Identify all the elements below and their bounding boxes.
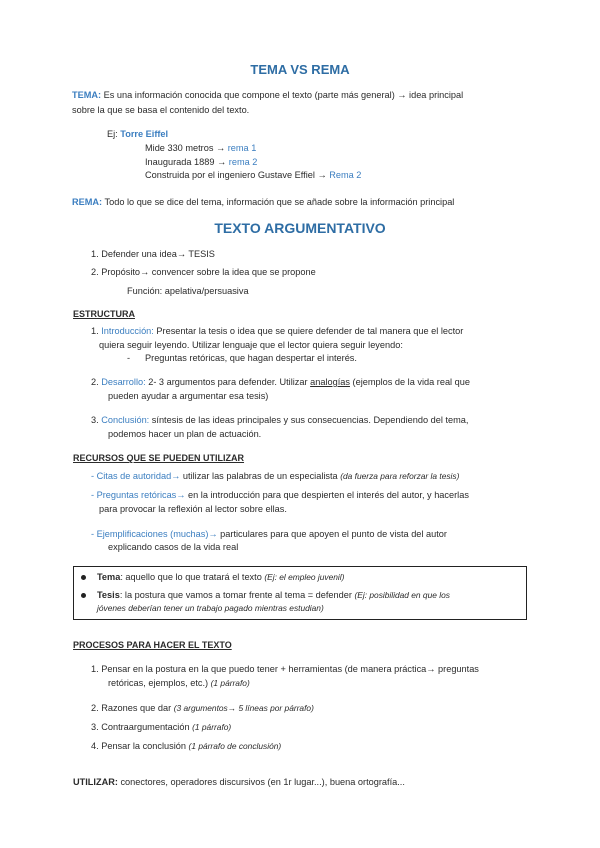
example-line-text: Mide 330 metros → [145, 143, 228, 153]
proceso-text: retóricas, ejemplos, etc.) [108, 678, 211, 688]
proceso-note: (1 párrafo) [192, 722, 232, 732]
rema-definition [72, 197, 454, 207]
desarrollo-text: (ejemplos de la vida real que [349, 377, 470, 387]
example-label: Ej: [107, 129, 121, 139]
example-heading [107, 129, 168, 139]
proceso-note: (3 argumentos→ 5 líneas por párrafo) [173, 703, 314, 713]
recurso-text-cont: para provocar la reflexión al lector sobre ellas. [99, 504, 287, 514]
bullet-icon [81, 575, 86, 580]
desarrollo-label: Desarrollo: [101, 377, 146, 387]
recurso-label: - Ejemplificaciones (muchas)→ [91, 529, 218, 539]
desarrollo-text-cont: pueden ayudar a argumentar esa tesis) [108, 391, 269, 401]
recurso-label: - Citas de autoridad→ [91, 471, 181, 481]
estructura-intro [91, 326, 463, 336]
example-rema: Rema 2 [329, 170, 362, 180]
proceso-note: (1 párrafo de conclusión) [188, 741, 282, 751]
rema-text: Todo lo que se dice del tema, información que se añade sobre la información principal [102, 197, 455, 207]
procesos-heading: PROCESOS PARA HACER EL TEXTO [73, 640, 232, 650]
desarrollo-text: 2- 3 argumentos para defender. Utilizar [145, 377, 311, 387]
intro-subitem: Preguntas retóricas, que hagan despertar el interés. [145, 353, 357, 363]
recurso-text-cont: explicando casos de la vida real [108, 542, 239, 552]
item-number: 1. [91, 326, 99, 336]
analogias-text: analogías [310, 377, 350, 387]
utilizar-label: UTILIZAR: [73, 777, 118, 787]
box-tema-label: Tema [97, 572, 121, 582]
recurso-text: utilizar las palabras de un especialista [180, 471, 341, 481]
example-line-text: Inaugurada 1889 → [145, 157, 229, 167]
box-tema [97, 572, 344, 582]
tema-text-cont: sobre la que se basa el contenido del texto. [72, 105, 250, 115]
intro-text-cont: quiera seguir leyendo. Utilizar lenguaje que el lector quiera seguir leyendo: [99, 340, 403, 350]
recurso-text: en la introducción para que despierten el interés del autor, y hacerlas [185, 490, 469, 500]
box-tesis-label: Tesis [97, 590, 120, 600]
recurso-text: particulares para que apoyen el punto de vista del autor [217, 529, 447, 539]
tema-text: Es una información conocida que compone el texto (parte más general) → idea principal [101, 90, 464, 100]
proceso-text: 2. Razones que dar [91, 703, 174, 713]
estructura-conclusion [91, 415, 468, 425]
example-rema: rema 1 [227, 143, 257, 153]
example-line [145, 157, 257, 167]
proceso-item [91, 722, 231, 732]
recurso-ejemplificaciones [91, 529, 447, 539]
bullet-icon [81, 593, 86, 598]
utilizar-line [73, 777, 405, 787]
recurso-citas [91, 471, 459, 481]
proceso-item [91, 703, 314, 713]
proceso-text: 3. Contraargumentación [91, 722, 193, 732]
utilizar-text: conectores, operadores discursivos (en 1r lugar...), buena ortografía... [117, 777, 405, 787]
rema-label: REMA: [72, 197, 103, 207]
recursos-heading: RECURSOS QUE SE PUEDEN UTILIZAR [73, 453, 245, 463]
example-line-text: Construida por el ingeniero Gustave Effiel → [145, 170, 330, 180]
estructura-heading: ESTRUCTURA [73, 309, 135, 319]
proceso-note: (1 párrafo) [210, 678, 250, 688]
recurso-label: - Preguntas retóricas→ [91, 490, 186, 500]
proceso-item [91, 741, 281, 751]
example-line [145, 143, 256, 153]
list-item: 1. Defender una idea→ TESIS [91, 249, 215, 259]
conclusion-label: Conclusión: [101, 415, 150, 425]
tema-label: TEMA: [72, 90, 102, 100]
list-item: 2. Propósito→ convencer sobre la idea que se propone [91, 267, 316, 277]
funcion-text: Función: apelativa/persuasiva [127, 286, 249, 296]
section-title: TEXTO ARGUMENTATIVO [214, 220, 386, 236]
example-line [145, 170, 361, 180]
intro-text: Presentar la tesis o idea que se quiere defender de tal manera que el lector [153, 326, 464, 336]
recurso-note: (da fuerza para reforzar la tesis) [340, 471, 460, 481]
item-number: 2. [91, 377, 99, 387]
box-tesis-note-cont: jóvenes deberían tener un trabajo pagado mientras estudian) [97, 603, 324, 613]
box-tema-text: : aquello que lo que tratará el texto [120, 572, 265, 582]
item-number: 3. [91, 415, 99, 425]
tema-definition [72, 90, 463, 100]
proceso-text: 4. Pensar la conclusión [91, 741, 189, 751]
intro-dash: - [127, 353, 131, 363]
recurso-preguntas [91, 490, 469, 500]
proceso-item: 1. Pensar en la postura en la que puedo tener + herramientas (de manera práctica→ preguntas [91, 664, 479, 674]
box-tesis-text: : la postura que vamos a tomar frente al tema = defender [119, 590, 355, 600]
box-tesis-note: (Ej: posibilidad en que los [354, 590, 450, 600]
box-tema-note: (Ej: el empleo juvenil) [264, 572, 345, 582]
estructura-desarrollo [91, 377, 470, 387]
intro-label: Introducción: [101, 326, 154, 336]
proceso-item-cont [108, 678, 250, 688]
example-rema: rema 2 [228, 157, 258, 167]
conclusion-text: síntesis de las ideas principales y sus consecuencias. Dependiendo del tema, [149, 415, 469, 425]
box-tesis [97, 590, 450, 600]
conclusion-text-cont: podemos hacer un plan de actuación. [108, 429, 262, 439]
page-title: TEMA VS REMA [250, 62, 350, 77]
example-subject: Torre Eiffel [120, 129, 169, 139]
